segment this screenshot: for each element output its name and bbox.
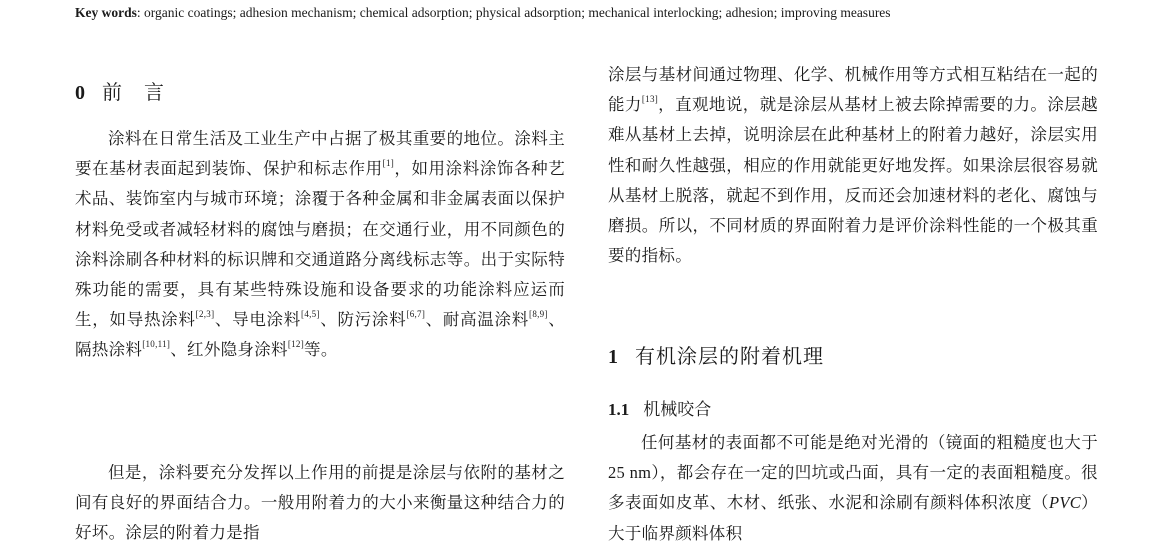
citation[interactable]: [13] [641,94,659,105]
section-number: 0 [75,82,86,104]
keywords-text: : organic coatings; adhesion mechanism; chemical adsorption; physical adsorption; mechanical interlocking; adhesion; improving measures [136,5,891,20]
citation[interactable]: [12] [287,339,305,350]
section-title: 有机涂层的附着机理 [635,344,824,368]
subsection-title: 机械咬合 [643,400,712,420]
citation[interactable]: [2,3] [195,309,215,320]
citation[interactable]: [4,5] [301,309,320,320]
subsection-number: 1.1 [608,400,630,419]
right-paragraph-2: 任何基材的表面都不可能是绝对光滑的（镜面的粗糙度也大于25 nm），都会存在一定的凹坑或凸面，具有一定的表面粗糙度。很多表面如皮革、木材、纸张、水泥和涂刷有颜料体积浓度（PVC）大于临界颜料体积 [608,433,1098,543]
keywords-label: Key words [75,5,137,20]
section-heading-1 [608,340,824,369]
subsection-heading-1-1 [608,395,711,420]
citation[interactable]: [1] [382,158,395,169]
citation[interactable]: [6,7] [406,309,426,320]
citation[interactable]: [8,9] [529,309,548,320]
section-heading-0 [75,76,165,105]
intro-paragraph-1: 涂料在日常生活及工业生产中占据了极其重要的地位。涂料主要在基材表面起到装饰、保护和标志作用[1]，如用涂料涂饰各种艺术品、装饰室内与城市环境；涂覆于各种金属和非金属表面以保护材料免受或者减轻材料的腐蚀与磨损；在交通行业，用不同颜色的涂料涂刷各种材料的标识牌和交通道路分离线标志等。出于实际特殊功能的需要，具有某些特殊设施和设备要求的功能涂料应运而生，如导热涂料[2,3]、导电涂料[4,5]、防污涂料[6,7]、耐高温涂料[8,9]、隔热涂料[10,11]、红外隐身涂料[12]等。 [75,129,566,360]
section-title: 前 言 [102,80,165,104]
section-number: 1 [608,346,619,368]
keywords-line [75,3,1155,23]
citation[interactable]: [10,11] [142,339,171,350]
intro-paragraph-2: 但是，涂料要充分发挥以上作用的前提是涂层与依附的基材之间有良好的界面结合力。一般用附着力的大小来衡量这种结合力的好坏。涂层的附着力是指 [75,463,565,543]
right-paragraph-1: 涂层与基材间通过物理、化学、机械作用等方式相互粘结在一起的能力[13]，直观地说，就是涂层从基材上被去除掉需要的力。涂层越难从基材上去掉，说明涂层在此种基材上的附着力越好，涂层实用性和耐久性越强，相应的作用就能更好地发挥。如果涂层很容易就从基材上脱落，就起不到作用，反而还会加速材料的老化、腐蚀与磨损。所以，不同材质的界面附着力是评价涂料性能的一个极其重要的指标。 [608,65,1098,266]
